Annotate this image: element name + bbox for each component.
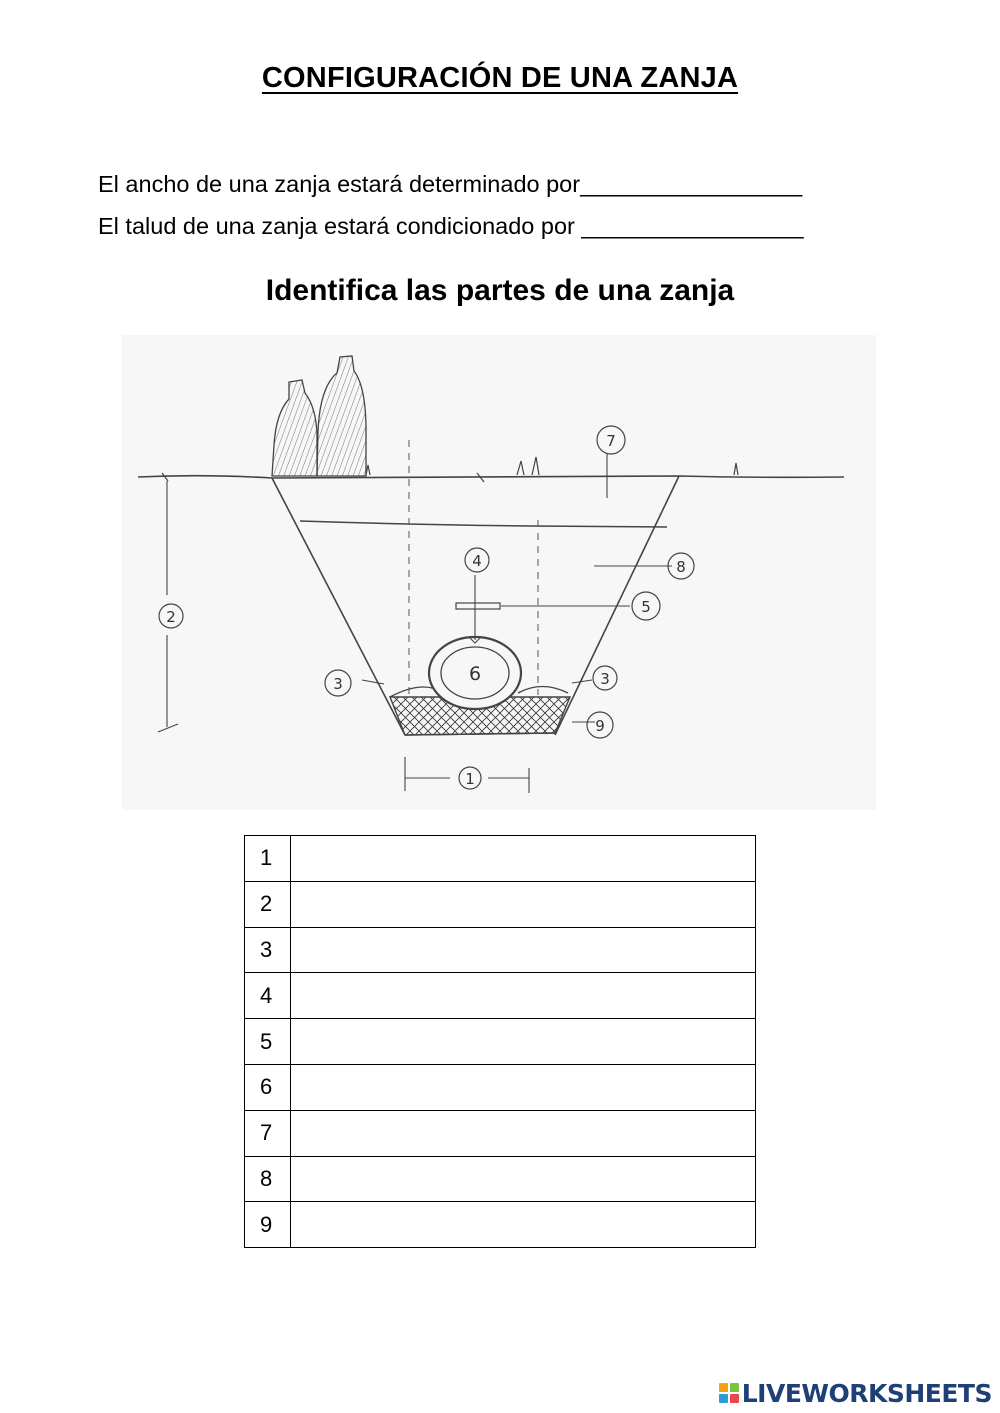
answer-cell[interactable]	[291, 836, 756, 882]
row-number: 5	[245, 1019, 291, 1065]
row-number: 7	[245, 1110, 291, 1156]
row-number: 9	[245, 1202, 291, 1248]
svg-text:5: 5	[641, 598, 651, 616]
row-number: 3	[245, 927, 291, 973]
answer-cell[interactable]	[291, 1202, 756, 1248]
question-width: El ancho de una zanja estará determinado por_________________	[98, 171, 803, 197]
logo-square	[730, 1383, 739, 1392]
answer-cell[interactable]	[291, 881, 756, 927]
logo-square	[719, 1383, 728, 1392]
svg-text:8: 8	[676, 558, 686, 576]
answer-cell[interactable]	[291, 973, 756, 1019]
table-row	[245, 881, 756, 927]
answer-cell[interactable]	[291, 927, 756, 973]
table-row	[245, 1019, 756, 1065]
table-row	[245, 836, 756, 882]
row-number: 4	[245, 973, 291, 1019]
answer-cell[interactable]	[291, 1019, 756, 1065]
question-slope: El talud de una zanja estará condicionado por _________________	[98, 213, 804, 239]
answer-table	[244, 835, 756, 1248]
trench-diagram	[122, 335, 876, 810]
page-title: CONFIGURACIÓN DE UNA ZANJA	[261, 62, 739, 94]
liveworksheets-logo	[719, 1378, 992, 1408]
logo-square	[730, 1394, 739, 1403]
table-row	[245, 1202, 756, 1248]
answer-cell[interactable]	[291, 1110, 756, 1156]
table-row	[245, 973, 756, 1019]
row-number: 2	[245, 881, 291, 927]
svg-text:1: 1	[465, 770, 475, 788]
section-subtitle: Identifica las partes de una zanja	[265, 274, 735, 307]
svg-text:2: 2	[166, 608, 176, 626]
answer-cell[interactable]	[291, 1064, 756, 1110]
svg-text:3: 3	[600, 670, 610, 688]
table-row	[245, 1064, 756, 1110]
svg-text:4: 4	[472, 552, 482, 570]
row-number: 6	[245, 1064, 291, 1110]
row-number: 1	[245, 836, 291, 882]
warning-tape	[456, 603, 500, 609]
logo-icon	[719, 1383, 739, 1403]
logo-square	[719, 1394, 728, 1403]
diagram-background	[122, 335, 876, 810]
logo-text: LIVEWORKSHEETS	[741, 1378, 992, 1408]
table-row	[245, 1110, 756, 1156]
label-6	[469, 663, 481, 685]
table-row	[245, 927, 756, 973]
svg-text:9: 9	[595, 717, 605, 735]
answer-cell[interactable]	[291, 1156, 756, 1202]
row-number: 8	[245, 1156, 291, 1202]
svg-text:6: 6	[468, 663, 482, 685]
svg-text:3: 3	[333, 675, 343, 693]
table-row	[245, 1156, 756, 1202]
svg-text:7: 7	[606, 432, 616, 450]
